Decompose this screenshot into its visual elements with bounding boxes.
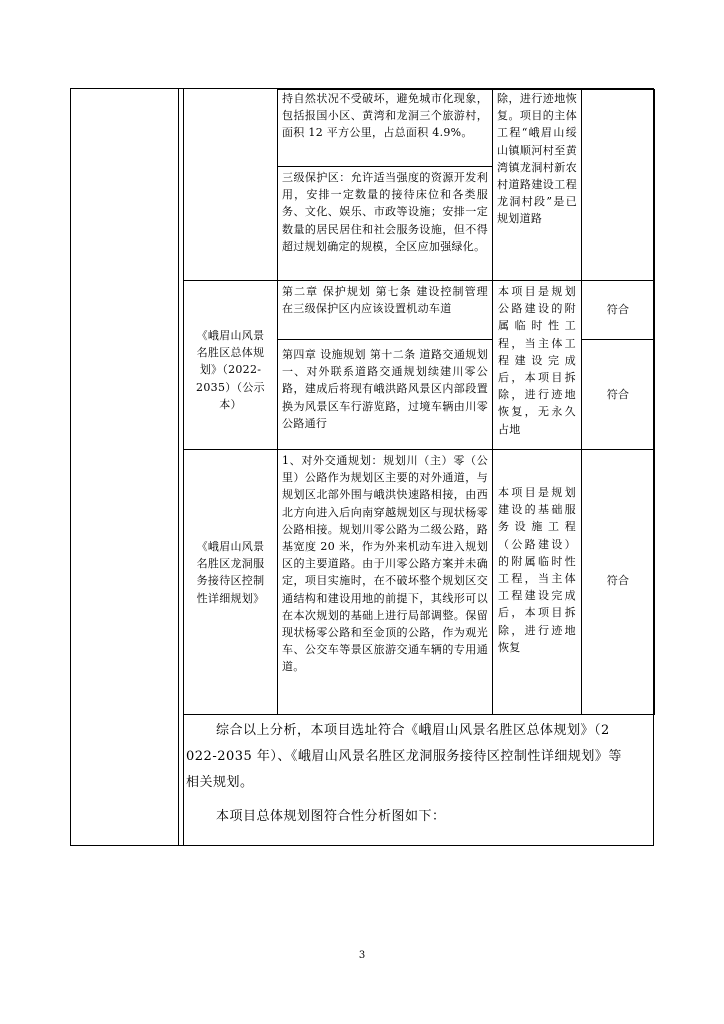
plan-name-cell — [183, 449, 278, 715]
plan-name-cell — [183, 280, 278, 450]
figure-intro: 本项目总体规划图符合性分析图如下： — [216, 809, 446, 824]
requirement-cell — [277, 449, 493, 715]
result-text: 符合 — [606, 303, 630, 316]
result-cell — [581, 339, 655, 450]
requirement-text: 1、对外交通规划：规划川（主）零（公里）公路作为规划区主要的对外通道，与规划区北部外围与峨洪快速路相接，由西北方向进入后向南穿越规划区与现状杨零公路相接。规划川零公路为二级公路，路基宽度 20 米，作为外来机动车进入规划区的主要道路。由于川零公路方案并未确定，项目实施时，在不破坏整个规划区交通结构和建设用地的前提下，其线形可以在本次规划的基础上进行局部调整。保留现状杨零公路和至金顶的公路，作为观光车、公交车等景区旅游交通车辆的专用通道。 — [282, 454, 488, 674]
requirement-cell — [277, 89, 493, 167]
result-cell — [581, 449, 655, 715]
page-number: 3 — [358, 950, 366, 961]
result-cell — [581, 89, 655, 281]
result-text: 符合 — [606, 574, 630, 587]
requirement-cell — [277, 339, 493, 450]
plan-name: 《峨眉山风景名胜区总体规划》（2022-2035）（公示本） — [196, 329, 265, 411]
requirement-text: 第二章 保护规划 第七条 建设控制管理 在三级保护区内应该设置机动车道 — [282, 285, 488, 316]
plan-name: 《峨眉山风景名胜区龙洞服务接待区控制性详细规划》 — [196, 540, 265, 605]
project-cell — [492, 89, 582, 281]
requirement-text: 三级保护区：允许适当强度的资源开发利用，安排一定数量的接待床位和各类服务、文化、娱乐、市政等设施；安排一定数量的居民居住和社会服务设施，但不得超过规划确定的规模，全区应加强绿化。 — [282, 171, 488, 253]
project-text: 本项目是规划公路建设的附属临时性工程，当主体工程建设完成后，本项目拆除，进行迹地恢复，无永久占地 — [498, 285, 576, 436]
project-cell — [492, 280, 582, 450]
requirement-cell — [277, 166, 493, 281]
requirement-text: 第四章 设施规划 第十二条 道路交通规划 一、对外联系道路交通规划续建川零公路，建成后将现有峨洪路风景区内部段置换为风景区车行游览路，过境车辆由川零公路通行 — [282, 348, 488, 430]
result-text: 符合 — [606, 388, 630, 401]
requirement-text: 持自然状况不受破坏，避免城市化现象，包括报国小区、黄湾和龙洞三个旅游村，面积 12 平方公里，占总面积 4.9%。 — [282, 92, 488, 140]
project-text: 本项目是规划建设的基础服务设施工程（公路建设）的附属临时性工程，当主体工程建设完成后，本项目拆除，进行迹地恢复 — [498, 486, 576, 654]
requirement-cell — [277, 280, 493, 340]
project-text: 除，进行迹地恢复。项目的主体工程“峨眉山绥山镇顺河村至黄湾镇龙洞村新农村道路建设工程龙洞村段”是已规划道路 — [497, 92, 577, 226]
result-cell — [581, 280, 655, 340]
conclusion-line-1: 综合以上分析，本项目选址符合《峨眉山风景名胜区总体规划》（2 — [216, 723, 610, 738]
conclusion-line-3: 相关规划。 — [186, 775, 254, 790]
project-cell — [492, 449, 582, 715]
conclusion-line-2: 022-2035 年）、《峨眉山风景名胜区龙洞服务接待区控制性详细规划》等 — [186, 749, 622, 764]
section-divider — [178, 89, 179, 845]
